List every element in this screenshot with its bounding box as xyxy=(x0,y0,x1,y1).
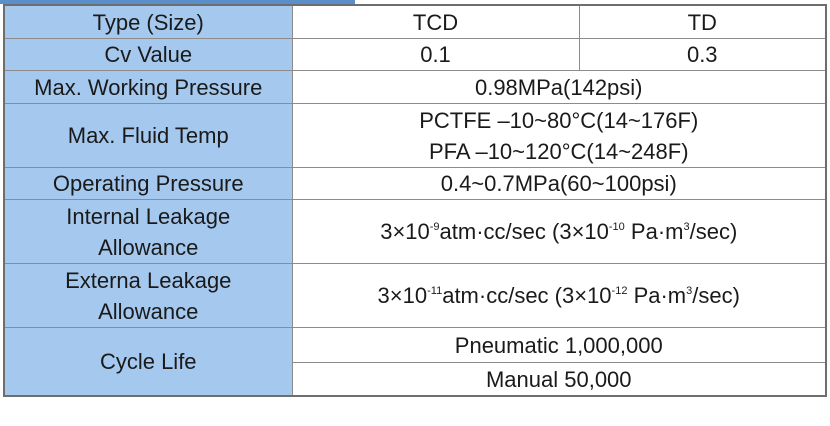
operating-pressure-value: 0.4~0.7MPa(60~100psi) xyxy=(292,168,826,200)
internal-leakage-exp3: 3 xyxy=(683,221,690,233)
internal-leakage-exp2: -10 xyxy=(608,221,625,233)
cv-value-label: Cv Value xyxy=(4,39,292,71)
internal-leakage-label xyxy=(4,200,292,264)
external-leakage-c: Pa·m xyxy=(627,283,687,308)
cycle-life-manual: Manual 50,000 xyxy=(292,363,826,397)
type-size-label: Type (Size) xyxy=(4,5,292,39)
internal-leakage-a: 3×10 xyxy=(380,219,430,244)
external-leakage-label xyxy=(4,264,292,328)
type-td: TD xyxy=(579,5,826,39)
cv-value-tcd: 0.1 xyxy=(292,39,579,71)
external-leakage-label-line1: Externa Leakage xyxy=(65,267,232,293)
row-cycle-life-pneumatic xyxy=(4,328,826,363)
external-leakage-exp1: -11 xyxy=(427,285,443,297)
cycle-life-label: Cycle Life xyxy=(4,328,292,397)
external-leakage-value xyxy=(292,264,826,328)
fluid-temp-pfa: PFA –10~120°C(14~248F) xyxy=(428,138,689,164)
row-external-leakage xyxy=(4,264,826,328)
cv-value-td: 0.3 xyxy=(579,39,826,71)
row-max-working-pressure xyxy=(4,71,826,104)
internal-leakage-d: /sec) xyxy=(689,219,738,244)
max-working-pressure-value: 0.98MPa(142psi) xyxy=(292,71,826,104)
row-type-size xyxy=(4,5,826,39)
max-working-pressure-label: Max. Working Pressure xyxy=(4,71,292,104)
row-internal-leakage xyxy=(4,200,826,264)
internal-leakage-value xyxy=(292,200,826,264)
cycle-life-pneumatic: Pneumatic 1,000,000 xyxy=(292,328,826,363)
max-fluid-temp-label: Max. Fluid Temp xyxy=(4,104,292,168)
external-leakage-label-line2: Allowance xyxy=(98,298,199,324)
external-leakage-exp2: -12 xyxy=(611,285,628,297)
external-leakage-exp3: 3 xyxy=(686,285,693,297)
internal-leakage-exp1: -9 xyxy=(429,221,440,233)
row-operating-pressure xyxy=(4,168,826,200)
internal-leakage-c: Pa·m xyxy=(624,219,684,244)
external-leakage-d: /sec) xyxy=(692,283,740,308)
row-cv-value xyxy=(4,39,826,71)
fluid-temp-pctfe: PCTFE –10~80°C(14~176F) xyxy=(419,107,699,133)
max-fluid-temp-value xyxy=(292,104,826,168)
internal-leakage-b: atm·cc/sec (3×10 xyxy=(439,219,609,244)
external-leakage-b: atm·cc/sec (3×10 xyxy=(442,283,612,308)
internal-leakage-label-line2: Allowance xyxy=(98,234,199,260)
spec-table xyxy=(3,4,827,397)
external-leakage-a: 3×10 xyxy=(377,283,428,308)
internal-leakage-label-line1: Internal Leakage xyxy=(66,203,231,229)
row-max-fluid-temp xyxy=(4,104,826,168)
type-tcd: TCD xyxy=(292,5,579,39)
operating-pressure-label: Operating Pressure xyxy=(4,168,292,200)
